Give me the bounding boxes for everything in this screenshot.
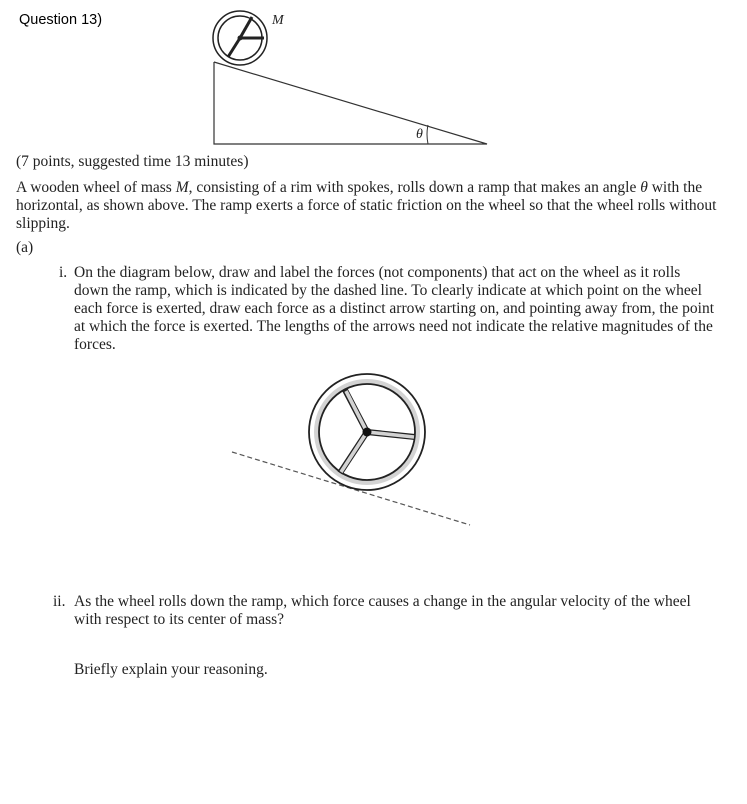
explain-prompt: Briefly explain your reasoning. (74, 661, 268, 678)
part-a-label: (a) (16, 239, 34, 256)
part-i-line: at which the force is exerted. The lengths of the arrows need not indicate the relative magnitudes of the (74, 318, 713, 335)
part-i-line: On the diagram below, draw and label the forces (not components) that act on the wheel as it rolls (74, 264, 681, 281)
intro-paragraph (16, 179, 736, 233)
part-i-line: forces. (74, 336, 116, 353)
question-label: Question 13) (19, 12, 103, 28)
angle-arc (427, 125, 428, 144)
ramp-figure (0, 0, 747, 160)
part-i-text (74, 264, 739, 354)
angle-label: θ (416, 127, 423, 142)
ramp-outline (214, 62, 487, 144)
part-ii-line: As the wheel rolls down the ramp, which force causes a change in the angular velocity of the wheel (74, 593, 691, 610)
points-line: (7 points, suggested time 13 minutes) (16, 153, 249, 170)
diagram-wheel (309, 374, 425, 490)
top-wheel (213, 11, 267, 65)
part-i-line: each force is exerted, draw each force as a distinct arrow starting on, and pointing away from, the point (74, 300, 714, 317)
part-ii-numeral: ii. (53, 593, 66, 610)
part-i-line: down the ramp, which is indicated by the dashed line. To clearly indicate at which point on the wheel (74, 282, 702, 299)
intro-line-2: horizontal, as shown above. The ramp exerts a force of static friction on the wheel so that the wheel rolls without (16, 197, 717, 214)
free-body-diagram (0, 370, 747, 540)
intro-line-3: slipping. (16, 215, 70, 232)
mass-label: M (272, 13, 284, 28)
part-ii-line: with respect to its center of mass? (74, 611, 285, 628)
part-ii-text (74, 593, 739, 629)
intro-line-1: A wooden wheel of mass M, consisting of a rim with spokes, rolls down a ramp that makes an angle θ with the (16, 179, 703, 196)
part-i-numeral: i. (59, 264, 68, 281)
